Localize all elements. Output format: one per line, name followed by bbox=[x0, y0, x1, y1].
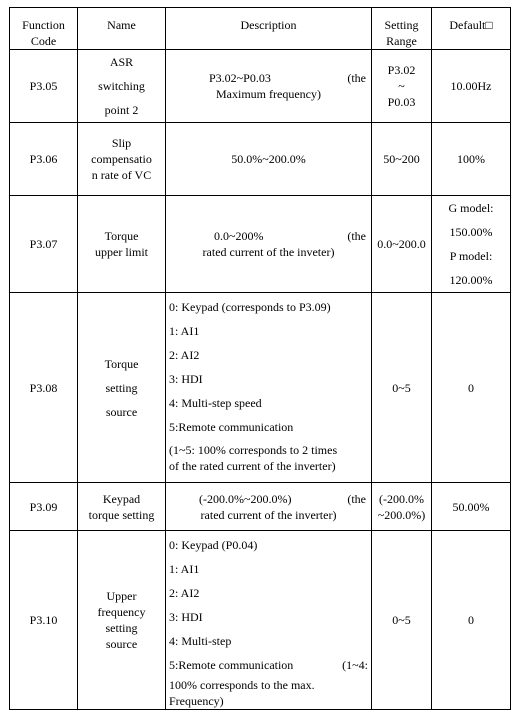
option-item: 5:Remote communication bbox=[169, 420, 294, 434]
option-item: 4: Multi-step speed bbox=[169, 396, 262, 410]
description: (-200.0%~200.0%) (the rated current of the inverter) bbox=[166, 483, 372, 531]
header-description: Description bbox=[166, 8, 372, 50]
setting-range: 0.0~200.0 bbox=[372, 196, 432, 293]
option-note: (1~5: 100% corresponds to 2 times bbox=[169, 443, 338, 457]
option-note: Frequency) bbox=[169, 694, 224, 708]
table-row bbox=[10, 196, 511, 293]
option-item: 5:Remote communication (1~4: bbox=[169, 658, 368, 672]
param-name: Upper frequency setting source bbox=[78, 531, 166, 710]
option-item: 0: Keypad (P0.04) bbox=[169, 538, 258, 552]
setting-range: (-200.0% ~200.0%) bbox=[372, 483, 432, 531]
default-value: 10.00Hz bbox=[432, 50, 511, 123]
parameter-table bbox=[9, 7, 511, 710]
header-row bbox=[10, 8, 511, 50]
setting-range: 50~200 bbox=[372, 123, 432, 196]
option-item: 1: AI1 bbox=[169, 562, 200, 576]
description: 50.0%~200.0% bbox=[166, 123, 372, 196]
description: P3.02~P0.03 (the Maximum frequency) bbox=[166, 50, 372, 123]
option-item: 1: AI1 bbox=[169, 324, 200, 338]
default-value: 0 bbox=[432, 293, 511, 483]
description: 0.0~200% (the rated current of the inveter) bbox=[166, 196, 372, 293]
setting-range: 0~5 bbox=[372, 293, 432, 483]
header-function-code: Function Code bbox=[10, 8, 78, 50]
description-options bbox=[166, 531, 372, 710]
default-value: G model: 150.00% P model: 120.00% bbox=[432, 196, 511, 293]
table-row bbox=[10, 531, 511, 710]
header-name: Name bbox=[78, 8, 166, 50]
description-options bbox=[166, 293, 372, 483]
default-value: 50.00% bbox=[432, 483, 511, 531]
param-name: Keypad torque setting bbox=[78, 483, 166, 531]
table-row bbox=[10, 50, 511, 123]
param-name: Slip compensatio n rate of VC bbox=[78, 123, 166, 196]
table-row bbox=[10, 483, 511, 531]
option-item: 0: Keypad (corresponds to P3.09) bbox=[169, 300, 331, 314]
default-value: 100% bbox=[432, 123, 511, 196]
function-code: P3.08 bbox=[10, 293, 78, 483]
function-code: P3.10 bbox=[10, 531, 78, 710]
function-code: P3.05 bbox=[10, 50, 78, 123]
param-name: ASR switching point 2 bbox=[78, 50, 166, 123]
param-name: Torque setting source bbox=[78, 293, 166, 483]
table-row bbox=[10, 293, 511, 483]
function-code: P3.07 bbox=[10, 196, 78, 293]
setting-range: 0~5 bbox=[372, 531, 432, 710]
table-row bbox=[10, 123, 511, 196]
option-item: 2: AI2 bbox=[169, 348, 200, 362]
option-note: of the rated current of the inverter) bbox=[169, 459, 336, 473]
option-item: 4: Multi-step bbox=[169, 634, 232, 648]
header-default: Default□ bbox=[432, 8, 511, 50]
option-item: 2: AI2 bbox=[169, 586, 200, 600]
option-note: 100% corresponds to the max. bbox=[169, 678, 315, 692]
option-item: 3: HDI bbox=[169, 610, 203, 624]
function-code: P3.09 bbox=[10, 483, 78, 531]
setting-range: P3.02 ~ P0.03 bbox=[372, 50, 432, 123]
header-setting-range: Setting Range bbox=[372, 8, 432, 50]
default-value: 0 bbox=[432, 531, 511, 710]
param-name: Torque upper limit bbox=[78, 196, 166, 293]
function-code: P3.06 bbox=[10, 123, 78, 196]
option-item: 3: HDI bbox=[169, 372, 203, 386]
